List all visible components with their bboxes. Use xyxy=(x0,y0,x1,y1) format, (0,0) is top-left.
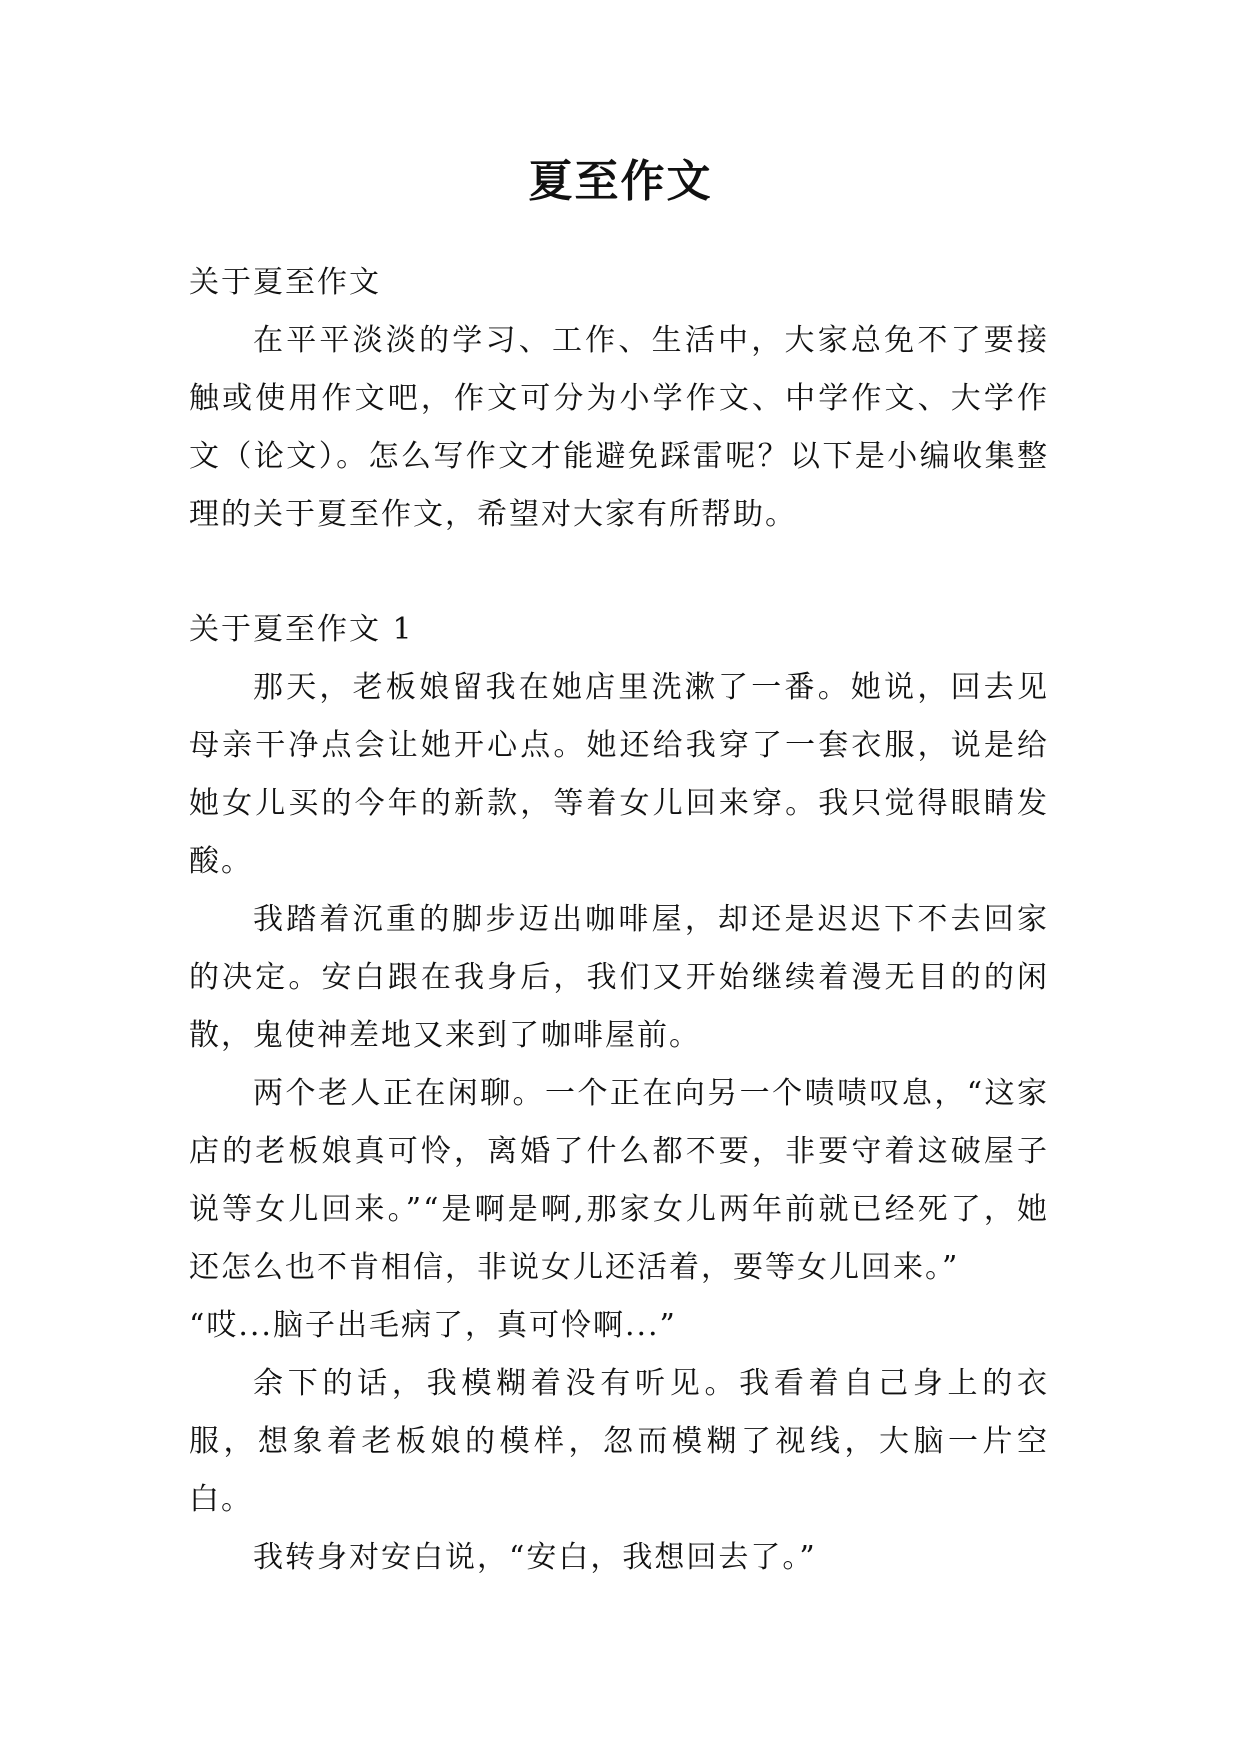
section1-body xyxy=(189,659,1049,1587)
document-title: 夏至作文 xyxy=(528,156,713,207)
paragraph: 两个老人正在闲聊。一个正在向另一个啧啧叹息，“这家店的老板娘真可怜，离婚了什么都不要，非要守着这破屋子说等女儿回来。”“是啊是啊,那家女儿两年前就已经死了，她还怎么也不肯相信，非说女儿还活着，要等女儿回来。” xyxy=(189,1076,1049,1285)
paragraph: 我转身对安白说，“安白，我想回去了。” xyxy=(253,1540,817,1575)
paragraph: 我踏着沉重的脚步迈出咖啡屋，却还是迟迟下不去回家的决定。安白跟在我身后，我们又开始继续着漫无目的的闲散，鬼使神差地又来到了咖啡屋前。 xyxy=(189,902,1049,1053)
section1-heading: 关于夏至作文 1 xyxy=(189,612,414,647)
intro-section xyxy=(189,312,1049,544)
paragraph: 余下的话，我模糊着没有听见。我看着自己身上的衣服，想象着老板娘的模样，忽而模糊了视线，大脑一片空白。 xyxy=(189,1366,1049,1517)
paragraph: “哎...脑子出毛病了，真可怜啊...” xyxy=(189,1308,677,1343)
intro-heading: 关于夏至作文 xyxy=(189,265,381,300)
intro-paragraph: 在平平淡淡的学习、工作、生活中，大家总免不了要接触或使用作文吧，作文可分为小学作文、中学作文、大学作文（论文）。怎么写作文才能避免踩雷呢？以下是小编收集整理的关于夏至作文，希望对大家有所帮助。 xyxy=(189,323,1049,532)
paragraph: 那天，老板娘留我在她店里洗漱了一番。她说，回去见母亲干净点会让她开心点。她还给我穿了一套衣服，说是给她女儿买的今年的新款，等着女儿回来穿。我只觉得眼睛发酸。 xyxy=(189,670,1049,879)
